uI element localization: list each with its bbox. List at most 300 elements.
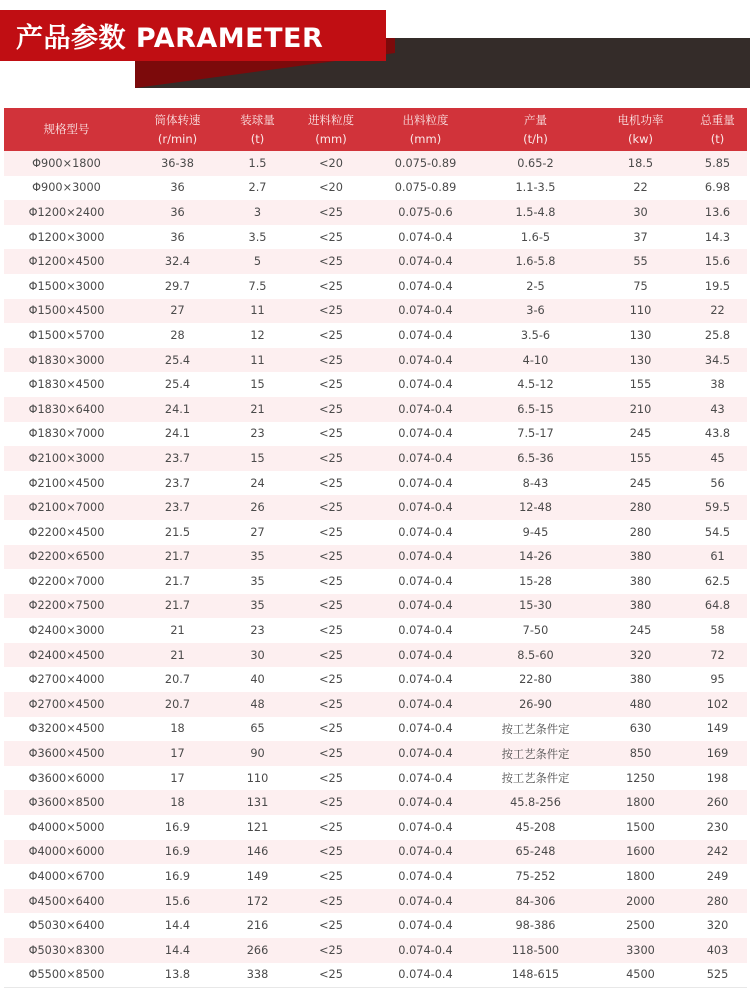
cell-speed: 18 [129,790,226,815]
cell-model: Φ2100×4500 [4,471,129,496]
cell-feed-size: <25 [289,889,373,914]
cell-feed-size: <25 [289,963,373,988]
table-row [4,495,747,520]
cell-discharge-size: 0.074-0.4 [373,225,478,250]
cell-model: Φ1200×4500 [4,249,129,274]
cell-weight: 19.5 [688,274,747,299]
cell-discharge-size: 0.074-0.4 [373,520,478,545]
banner-red-box [0,10,386,61]
cell-feed-size: <25 [289,323,373,348]
section-banner [0,0,750,95]
cell-feed-size: <25 [289,372,373,397]
table-row [4,864,747,889]
cell-discharge-size: 0.074-0.4 [373,495,478,520]
cell-speed: 29.7 [129,274,226,299]
cell-discharge-size: 0.074-0.4 [373,692,478,717]
cell-motor-power: 37 [593,225,688,250]
table-body [4,151,747,988]
cell-capacity: 2-5 [478,274,593,299]
cell-motor-power: 380 [593,545,688,570]
cell-speed: 36-38 [129,151,226,176]
cell-weight: 38 [688,372,747,397]
cell-model: Φ2200×7500 [4,594,129,619]
cell-ball-load: 1.5 [226,151,289,176]
table-row [4,422,747,447]
cell-model: Φ2200×6500 [4,545,129,570]
table-row [4,545,747,570]
cell-model: Φ1830×7000 [4,422,129,447]
cell-capacity: 8.5-60 [478,643,593,668]
table-row [4,151,747,176]
cell-feed-size: <25 [289,446,373,471]
cell-weight: 230 [688,815,747,840]
table-row [4,299,747,324]
cell-ball-load: 35 [226,545,289,570]
cell-speed: 13.8 [129,963,226,988]
table-row [4,815,747,840]
cell-capacity: 14-26 [478,545,593,570]
cell-ball-load: 131 [226,790,289,815]
cell-capacity: 84-306 [478,889,593,914]
cell-weight: 403 [688,938,747,963]
cell-model: Φ5030×8300 [4,938,129,963]
cell-discharge-size: 0.074-0.4 [373,471,478,496]
cell-speed: 20.7 [129,667,226,692]
header-label: 总重量 [700,112,735,127]
cell-ball-load: 11 [226,348,289,373]
table-row [4,249,747,274]
cell-motor-power: 110 [593,299,688,324]
cell-motor-power: 480 [593,692,688,717]
cell-model: Φ5030×6400 [4,913,129,938]
cell-discharge-size: 0.074-0.4 [373,717,478,742]
cell-capacity: 45.8-256 [478,790,593,815]
cell-motor-power: 380 [593,667,688,692]
cell-feed-size: <25 [289,545,373,570]
cell-capacity: 3.5-6 [478,323,593,348]
table-header [4,108,747,151]
cell-ball-load: 15 [226,446,289,471]
cell-speed: 14.4 [129,938,226,963]
table-row [4,176,747,201]
header-unit: (t/h) [523,131,548,146]
cell-speed: 23.7 [129,446,226,471]
table-row [4,766,747,791]
cell-motor-power: 18.5 [593,151,688,176]
cell-discharge-size: 0.074-0.4 [373,938,478,963]
cell-weight: 22 [688,299,747,324]
cell-feed-size: <25 [289,815,373,840]
cell-weight: 43 [688,397,747,422]
header-label: 规格型号 [43,122,90,136]
cell-speed: 23.7 [129,471,226,496]
cell-motor-power: 850 [593,741,688,766]
header-label: 产量 [524,112,547,127]
header-unit: (r/min) [157,131,198,146]
cell-speed: 16.9 [129,864,226,889]
header-model [4,108,129,151]
cell-feed-size: <25 [289,692,373,717]
cell-capacity: 9-45 [478,520,593,545]
cell-capacity: 6.5-15 [478,397,593,422]
cell-speed: 21.7 [129,594,226,619]
cell-weight: 169 [688,741,747,766]
cell-weight: 320 [688,913,747,938]
cell-weight: 61 [688,545,747,570]
cell-feed-size: <25 [289,938,373,963]
table-row [4,692,747,717]
cell-capacity: 65-248 [478,840,593,865]
cell-ball-load: 35 [226,569,289,594]
cell-speed: 21.5 [129,520,226,545]
cell-capacity: 15-30 [478,594,593,619]
header-motor-power [593,108,688,151]
cell-model: Φ3600×6000 [4,766,129,791]
cell-ball-load: 5 [226,249,289,274]
header-label: 出料粒度 [402,112,449,127]
cell-motor-power: 1600 [593,840,688,865]
header-unit: (mm) [409,131,442,146]
cell-ball-load: 110 [226,766,289,791]
cell-capacity: 98-386 [478,913,593,938]
cell-discharge-size: 0.074-0.4 [373,790,478,815]
cell-ball-load: 30 [226,643,289,668]
cell-model: Φ4000×6700 [4,864,129,889]
cell-discharge-size: 0.075-0.89 [373,176,478,201]
cell-weight: 43.8 [688,422,747,447]
cell-speed: 36 [129,225,226,250]
cell-weight: 260 [688,790,747,815]
cell-discharge-size: 0.074-0.4 [373,643,478,668]
cell-capacity: 8-43 [478,471,593,496]
cell-model: Φ1830×4500 [4,372,129,397]
cell-ball-load: 7.5 [226,274,289,299]
cell-motor-power: 1800 [593,790,688,815]
cell-weight: 249 [688,864,747,889]
cell-ball-load: 216 [226,913,289,938]
cell-ball-load: 149 [226,864,289,889]
cell-feed-size: <20 [289,151,373,176]
cell-model: Φ1830×3000 [4,348,129,373]
cell-feed-size: <25 [289,594,373,619]
cell-ball-load: 2.7 [226,176,289,201]
cell-capacity: 按工艺条件定 [478,717,593,742]
cell-model: Φ1500×3000 [4,274,129,299]
cell-feed-size: <25 [289,495,373,520]
cell-speed: 25.4 [129,348,226,373]
cell-speed: 23.7 [129,495,226,520]
cell-ball-load: 48 [226,692,289,717]
cell-weight: 59.5 [688,495,747,520]
cell-motor-power: 2500 [593,913,688,938]
cell-capacity: 按工艺条件定 [478,741,593,766]
header-unit: (t) [710,131,725,146]
cell-capacity: 6.5-36 [478,446,593,471]
cell-motor-power: 2000 [593,889,688,914]
table-row [4,913,747,938]
parameter-table [4,108,747,988]
cell-weight: 13.6 [688,200,747,225]
cell-feed-size: <25 [289,569,373,594]
cell-weight: 34.5 [688,348,747,373]
table-row [4,643,747,668]
cell-speed: 16.9 [129,840,226,865]
cell-weight: 62.5 [688,569,747,594]
cell-ball-load: 21 [226,397,289,422]
header-label: 电机功率 [617,112,664,127]
cell-speed: 16.9 [129,815,226,840]
cell-speed: 17 [129,766,226,791]
cell-weight: 14.3 [688,225,747,250]
table-row [4,667,747,692]
cell-feed-size: <25 [289,422,373,447]
section-title: 产品参数 PARAMETER [16,23,324,54]
cell-ball-load: 27 [226,520,289,545]
cell-ball-load: 338 [226,963,289,988]
cell-weight: 5.85 [688,151,747,176]
cell-ball-load: 35 [226,594,289,619]
cell-discharge-size: 0.074-0.4 [373,422,478,447]
cell-ball-load: 40 [226,667,289,692]
cell-motor-power: 75 [593,274,688,299]
cell-motor-power: 280 [593,520,688,545]
cell-weight: 25.8 [688,323,747,348]
cell-discharge-size: 0.074-0.4 [373,274,478,299]
cell-discharge-size: 0.074-0.4 [373,840,478,865]
cell-model: Φ1500×5700 [4,323,129,348]
cell-capacity: 22-80 [478,667,593,692]
cell-model: Φ1200×2400 [4,200,129,225]
cell-discharge-size: 0.074-0.4 [373,766,478,791]
cell-capacity: 4.5-12 [478,372,593,397]
cell-ball-load: 12 [226,323,289,348]
cell-motor-power: 155 [593,372,688,397]
table-row [4,348,747,373]
cell-discharge-size: 0.074-0.4 [373,618,478,643]
cell-motor-power: 22 [593,176,688,201]
cell-feed-size: <25 [289,766,373,791]
cell-ball-load: 3 [226,200,289,225]
header-discharge-size [373,108,478,151]
cell-weight: 72 [688,643,747,668]
table-row [4,225,747,250]
cell-ball-load: 23 [226,422,289,447]
cell-motor-power: 245 [593,618,688,643]
header-label: 筒体转速 [154,112,201,127]
cell-motor-power: 130 [593,348,688,373]
table-row [4,889,747,914]
table-row [4,372,747,397]
cell-capacity: 7.5-17 [478,422,593,447]
table-row [4,938,747,963]
cell-model: Φ3600×4500 [4,741,129,766]
header-label: 装球量 [240,112,275,127]
table-row [4,397,747,422]
cell-model: Φ900×3000 [4,176,129,201]
cell-discharge-size: 0.075-0.6 [373,200,478,225]
cell-model: Φ2200×7000 [4,569,129,594]
header-unit: (t) [250,131,265,146]
header-capacity [478,108,593,151]
cell-feed-size: <25 [289,397,373,422]
table-row [4,274,747,299]
cell-discharge-size: 0.074-0.4 [373,815,478,840]
cell-model: Φ2700×4500 [4,692,129,717]
cell-feed-size: <25 [289,520,373,545]
table-row [4,446,747,471]
cell-feed-size: <25 [289,717,373,742]
header-row [4,108,747,151]
cell-motor-power: 1500 [593,815,688,840]
cell-speed: 18 [129,717,226,742]
cell-feed-size: <25 [289,200,373,225]
cell-motor-power: 1800 [593,864,688,889]
cell-feed-size: <25 [289,348,373,373]
cell-discharge-size: 0.074-0.4 [373,864,478,889]
cell-model: Φ3200×4500 [4,717,129,742]
cell-capacity: 1.1-3.5 [478,176,593,201]
cell-discharge-size: 0.074-0.4 [373,594,478,619]
cell-model: Φ900×1800 [4,151,129,176]
cell-weight: 6.98 [688,176,747,201]
cell-feed-size: <25 [289,643,373,668]
cell-model: Φ1200×3000 [4,225,129,250]
cell-motor-power: 55 [593,249,688,274]
cell-weight: 58 [688,618,747,643]
cell-model: Φ2400×3000 [4,618,129,643]
cell-capacity: 7-50 [478,618,593,643]
cell-feed-size: <20 [289,176,373,201]
cell-discharge-size: 0.074-0.4 [373,249,478,274]
header-speed [129,108,226,151]
table-row [4,471,747,496]
table-row [4,840,747,865]
cell-discharge-size: 0.074-0.4 [373,569,478,594]
cell-feed-size: <25 [289,249,373,274]
cell-ball-load: 23 [226,618,289,643]
cell-model: Φ4000×5000 [4,815,129,840]
cell-discharge-size: 0.074-0.4 [373,323,478,348]
cell-weight: 242 [688,840,747,865]
cell-ball-load: 146 [226,840,289,865]
cell-model: Φ4000×6000 [4,840,129,865]
cell-speed: 24.1 [129,397,226,422]
cell-speed: 21 [129,643,226,668]
cell-weight: 280 [688,889,747,914]
cell-capacity: 12-48 [478,495,593,520]
cell-motor-power: 4500 [593,963,688,988]
header-unit: (mm) [315,131,347,146]
cell-feed-size: <25 [289,667,373,692]
cell-model: Φ3600×8500 [4,790,129,815]
cell-ball-load: 11 [226,299,289,324]
cell-ball-load: 121 [226,815,289,840]
cell-model: Φ2700×4000 [4,667,129,692]
cell-model: Φ4500×6400 [4,889,129,914]
cell-motor-power: 380 [593,569,688,594]
cell-discharge-size: 0.074-0.4 [373,397,478,422]
cell-ball-load: 24 [226,471,289,496]
cell-discharge-size: 0.074-0.4 [373,963,478,988]
cell-discharge-size: 0.074-0.4 [373,372,478,397]
cell-capacity: 1.6-5.8 [478,249,593,274]
cell-capacity: 45-208 [478,815,593,840]
cell-speed: 17 [129,741,226,766]
cell-capacity: 3-6 [478,299,593,324]
table-row [4,323,747,348]
cell-weight: 45 [688,446,747,471]
cell-speed: 14.4 [129,913,226,938]
cell-weight: 95 [688,667,747,692]
cell-motor-power: 155 [593,446,688,471]
cell-ball-load: 90 [226,741,289,766]
header-feed-size [289,108,373,151]
table-row [4,963,747,988]
cell-speed: 24.1 [129,422,226,447]
cell-feed-size: <25 [289,741,373,766]
cell-ball-load: 26 [226,495,289,520]
cell-speed: 21.7 [129,545,226,570]
cell-model: Φ5500×8500 [4,963,129,988]
table-row [4,618,747,643]
cell-feed-size: <25 [289,840,373,865]
cell-discharge-size: 0.074-0.4 [373,446,478,471]
header-label: 进料粒度 [308,112,354,127]
cell-motor-power: 320 [593,643,688,668]
cell-motor-power: 1250 [593,766,688,791]
table-row [4,200,747,225]
cell-discharge-size: 0.074-0.4 [373,889,478,914]
cell-weight: 525 [688,963,747,988]
table-row [4,717,747,742]
cell-feed-size: <25 [289,299,373,324]
cell-weight: 149 [688,717,747,742]
cell-model: Φ1830×6400 [4,397,129,422]
cell-discharge-size: 0.074-0.4 [373,348,478,373]
cell-speed: 32.4 [129,249,226,274]
cell-feed-size: <25 [289,471,373,496]
cell-motor-power: 210 [593,397,688,422]
cell-speed: 20.7 [129,692,226,717]
cell-discharge-size: 0.074-0.4 [373,299,478,324]
cell-discharge-size: 0.074-0.4 [373,667,478,692]
cell-motor-power: 130 [593,323,688,348]
cell-speed: 36 [129,176,226,201]
cell-feed-size: <25 [289,618,373,643]
header-unit: (kw) [627,131,654,146]
cell-feed-size: <25 [289,274,373,299]
cell-capacity: 1.5-4.8 [478,200,593,225]
cell-model: Φ1500×4500 [4,299,129,324]
cell-model: Φ2100×7000 [4,495,129,520]
cell-discharge-size: 0.074-0.4 [373,913,478,938]
cell-ball-load: 266 [226,938,289,963]
cell-speed: 21.7 [129,569,226,594]
cell-motor-power: 245 [593,422,688,447]
cell-motor-power: 380 [593,594,688,619]
table-row [4,569,747,594]
cell-ball-load: 172 [226,889,289,914]
table-row [4,520,747,545]
cell-speed: 21 [129,618,226,643]
cell-weight: 102 [688,692,747,717]
cell-feed-size: <25 [289,790,373,815]
table-row [4,790,747,815]
cell-weight: 15.6 [688,249,747,274]
cell-model: Φ2400×4500 [4,643,129,668]
cell-discharge-size: 0.075-0.89 [373,151,478,176]
cell-capacity: 118-500 [478,938,593,963]
